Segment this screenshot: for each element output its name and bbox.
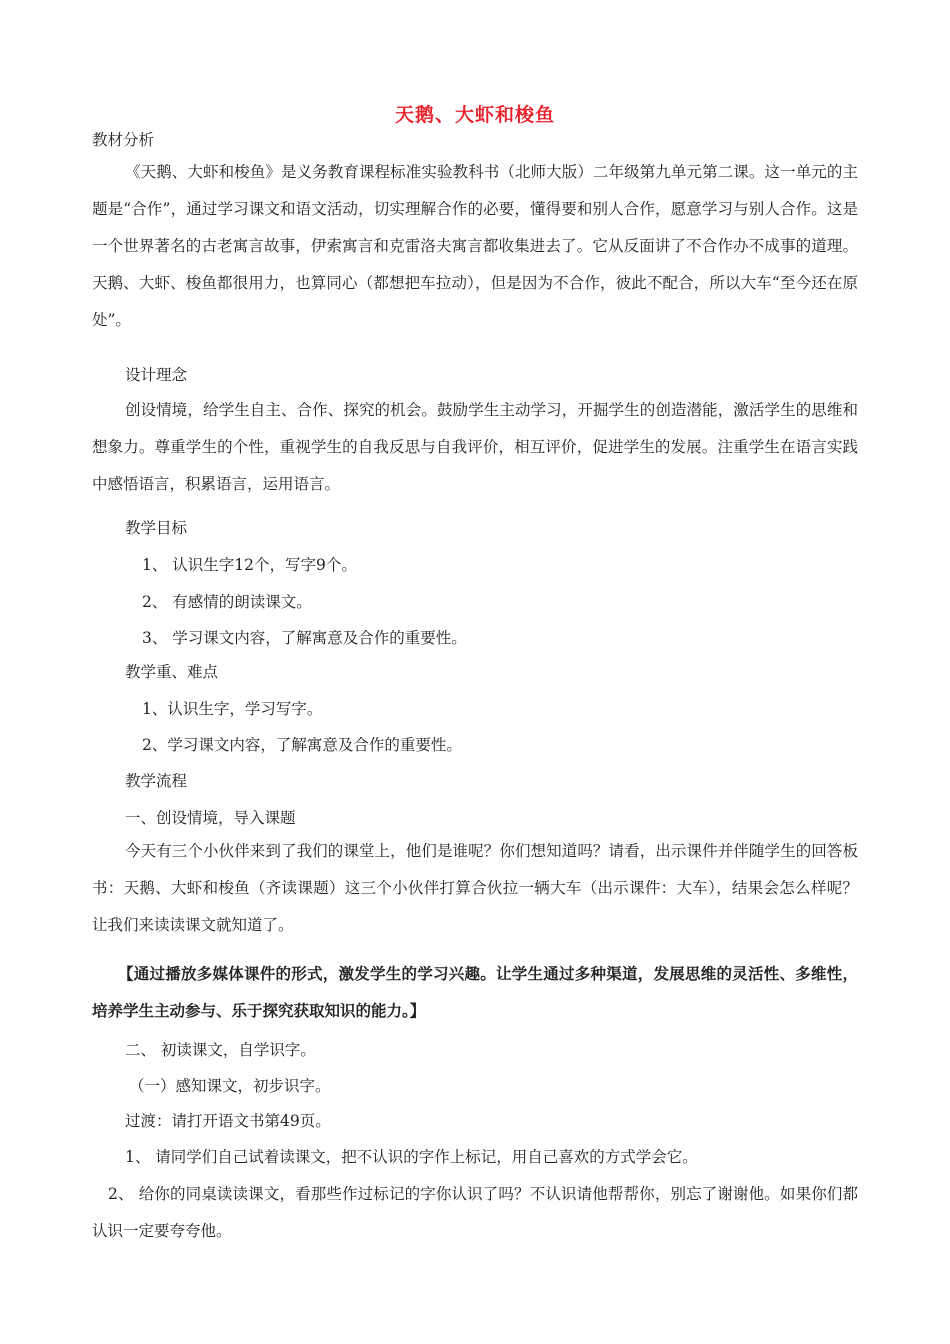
- transition-line: 过渡：请打开语文书第49页。: [125, 1112, 331, 1130]
- section-heading-design: 设计理念: [125, 366, 188, 384]
- step-two-heading: 二、 初读课文，自学识字。: [125, 1041, 316, 1059]
- step-two-subheading: （一）感知课文，初步识字。: [129, 1077, 331, 1095]
- section-heading-goals: 教学目标: [125, 519, 188, 537]
- design-paragraph: 创设情境，给学生自主、合作、探究的机会。鼓励学生主动学习，开掘学生的创造潜能，激活学生的思维和想象力。尊重学生的个性，重视学生的自我反思与自我评价，相互评价，促进学生的发展。注重学生在语言实践中感悟语言，积累语言，运用语言。: [92, 401, 858, 493]
- key-point-item: 1、认识生字，学习写字。: [142, 700, 323, 718]
- section-heading-analysis: 教材分析: [92, 131, 155, 149]
- section-heading-key-points: 教学重、难点: [125, 663, 219, 681]
- goal-item: 3、 学习课文内容，了解寓意及合作的重要性。: [142, 629, 467, 647]
- instruction-item: 1、 请同学们自己试着读课文，把不认识的字作上标记，用自己喜欢的方式学会它。: [125, 1148, 698, 1166]
- goal-item: 2、 有感情的朗读课文。: [142, 593, 312, 611]
- goal-item: 1、 认识生字12个，写字9个。: [142, 556, 357, 574]
- key-point-item: 2、学习课文内容，了解寓意及合作的重要性。: [142, 736, 462, 754]
- step-one-paragraph: 今天有三个小伙伴来到了我们的课堂上，他们是谁呢？你们想知道吗？请看，出示课件并伴随学生的回答板书：天鹅、大虾和梭鱼（齐读课题）这三个小伙伴打算合伙拉一辆大车（出示课件：大车），结果会怎么样呢？让我们来读读课文就知道了。: [92, 842, 858, 934]
- analysis-paragraph: 《天鹅、大虾和梭鱼》是义务教育课程标准实验教科书（北师大版）二年级第九单元第二课。这一单元的主题是“合作”，通过学习课文和语文活动，切实理解合作的必要，懂得要和别人合作，愿意学习与别人合作。这是一个世界著名的古老寓言故事，伊索寓言和克雷洛夫寓言都收集进去了。它从反面讲了不合作办不成事的道理。天鹅、大虾、梭鱼都很用力，也算同心（都想把车拉动），但是因为不合作，彼此不配合，所以大车“至今还在原处”。: [92, 163, 858, 329]
- step-one-note: 【通过播放多媒体课件的形式，激发学生的学习兴趣。让学生通过多种渠道，发展思维的灵活性、多维性，培养学生主动参与、乐于探究获取知识的能力。】: [92, 964, 858, 1020]
- instruction-item: 2、 给你的同桌读读课文，看那些作过标记的字你认识了吗？不认识请他帮帮你，别忘了谢谢他。如果你们都认识一定要夸夸他。: [92, 1185, 858, 1240]
- section-heading-flow: 教学流程: [125, 772, 188, 790]
- document-title: 天鹅、大虾和梭鱼: [394, 104, 555, 126]
- step-one-heading: 一、创设情境，导入课题: [125, 809, 296, 827]
